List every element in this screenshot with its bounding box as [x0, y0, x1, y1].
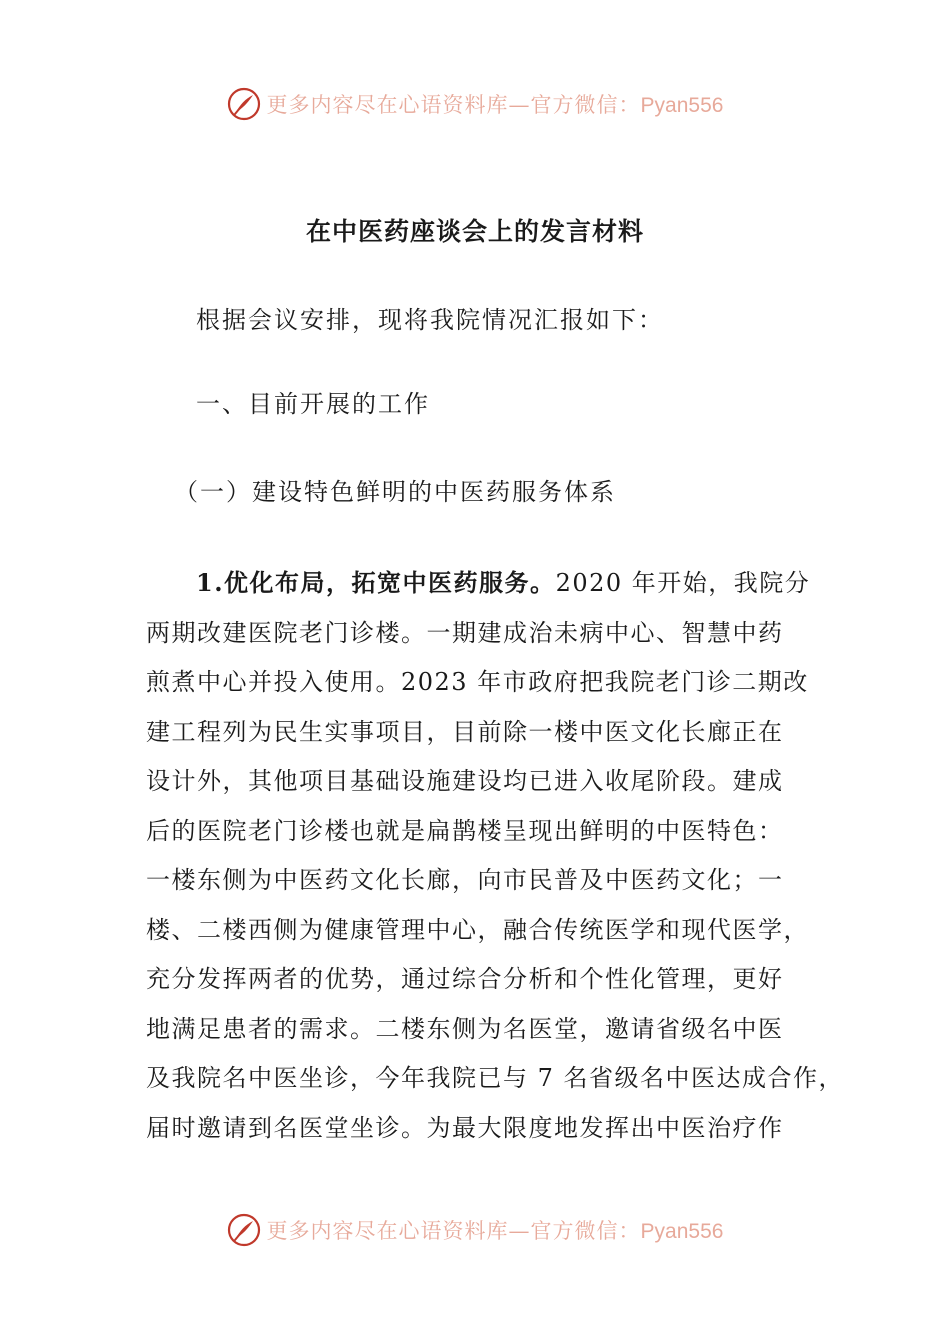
footer-watermark [0, 1210, 950, 1250]
watermark-text: 更多内容尽在心语资料库—官方微信：Pyan556 [266, 93, 724, 117]
document-title: 在中医药座谈会上的发言材料 [305, 217, 644, 246]
subsection-heading: （一）建设特色鲜明的中医药服务体系 [174, 478, 616, 506]
paragraph-line: 届时邀请到名医堂坐诊。为最大限度地发挥出中医治疗作 [146, 1113, 784, 1142]
body-paragraph [146, 558, 845, 1153]
paragraph-line: 后的医院老门诊楼也就是扁鹊楼呈现出鲜明的中医特色： [146, 816, 784, 845]
paragraph-line: 煎煮中心并投入使用。2023 年市政府把我院老门诊二期改 [146, 668, 809, 696]
quill-pen-logo-icon [227, 1213, 261, 1247]
quill-pen-logo-icon [227, 87, 261, 121]
paragraph-line: 设计外，其他项目基础设施建设均已进入收尾阶段。建成 [146, 767, 784, 795]
watermark-handle: Pyan556 [640, 94, 724, 117]
paragraph-line: 地满足患者的需求。二楼东侧为名医堂，邀请省级名中医 [146, 1014, 784, 1043]
intro-paragraph: 根据会议安排，现将我院情况汇报如下： [196, 306, 664, 334]
paragraph-line: 一楼东侧为中医药文化长廊，向市民普及中医药文化；一 [146, 866, 784, 894]
paragraph-line: 1.优化布局，拓宽中医药服务。2020 年开始，我院分 [196, 568, 811, 597]
watermark-text: 更多内容尽在心语资料库—官方微信：Pyan556 [266, 1219, 724, 1243]
paragraph-line: 建工程列为民生实事项目，目前除一楼中医文化长廊正在 [146, 717, 784, 746]
paragraph-lead: 1.优化布局，拓宽中医药服务。 [196, 568, 556, 597]
paragraph-line: 及我院名中医坐诊，今年我院已与 7 名省级名中医达成合作， [146, 1064, 845, 1092]
paragraph-line: 两期改建医院老门诊楼。一期建成治未病中心、智慧中药 [146, 618, 784, 647]
watermark-handle: Pyan556 [640, 1220, 724, 1243]
paragraph-line: 楼、二楼西侧为健康管理中心，融合传统医学和现代医学， [146, 915, 809, 944]
paragraph-line: 充分发挥两者的优势，通过综合分析和个性化管理，更好 [146, 965, 784, 993]
header-watermark [0, 84, 950, 124]
section-heading: 一、目前开展的工作 [196, 390, 430, 418]
